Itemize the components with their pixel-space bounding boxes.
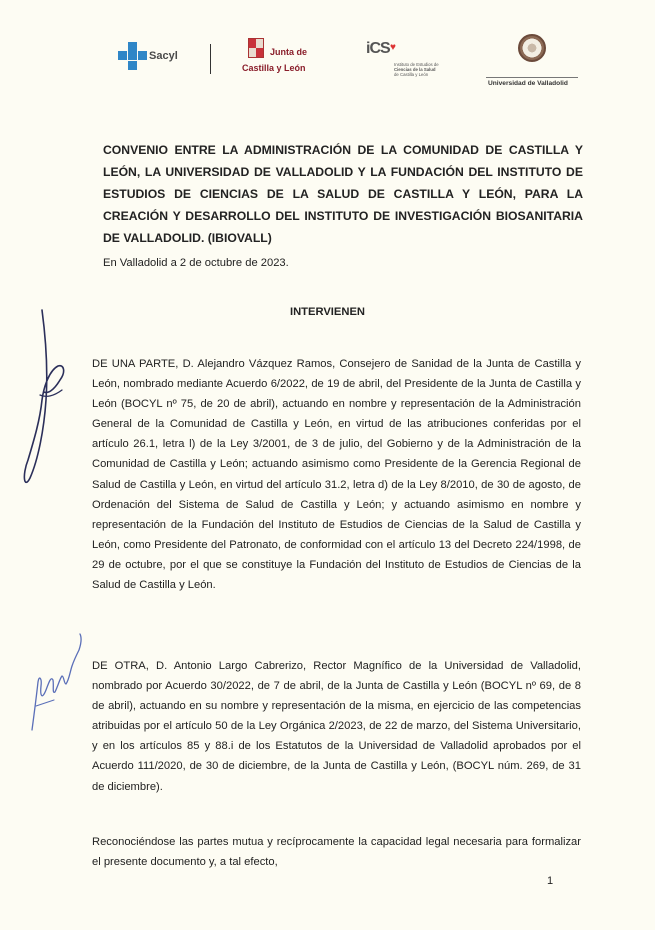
heart-icon: ♥: [390, 42, 396, 53]
handwritten-signature-2: [24, 620, 88, 740]
uva-logo: [478, 34, 588, 94]
ics-logo: [360, 40, 460, 86]
paragraph-second-party: DE OTRA, D. Antonio Largo Cabrerizo, Rector Magnífico de la Universidad de Valladolid, nombrado por Acuerdo 30/2022, de 7 de abril, de la Junta de Castilla y León (BOCYL nº 69, de 8 de abril), actuando en su nombre y representación de la misma, en ejercicio de las competencias atribuidas por el artículo 50 de la Ley Orgánica 2/2023, de 22 de marzo, del Sistema Universitario, y en los artículos 85 y 88.i de los Estatutos de la Universidad de Valladolid aprobados por el Acuerdo 111/2020, de 30 de diciembre, de la Junta de Castilla y León, (BOCYL núm. 269, de 31 de diciembre).: [92, 660, 581, 793]
logo-separator: [210, 44, 211, 74]
ics-logo-mark: iCS: [366, 40, 390, 57]
date-line: En Valladolid a 2 de octubre de 2023.: [103, 257, 289, 269]
uva-logo-text: Universidad de Valladolid: [488, 80, 568, 87]
university-seal-icon: [518, 34, 546, 62]
handwritten-signature-1: [20, 300, 70, 500]
logo-bar: [0, 0, 655, 110]
document-title: CONVENIO ENTRE LA ADMINISTRACIÓN DE LA COMUNIDAD DE CASTILLA Y LEÓN, LA UNIVERSIDAD DE VALLADOLID Y LA FUNDACIÓN DEL INSTITUTO DE ESTUDIOS DE CIENCIAS DE LA SALUD DE CASTILLA Y LEÓN, PARA LA CREACIÓN Y DESARROLLO DEL INSTITUTO DE INVESTIGACIÓN BIOSANITARIA DE VALLADOLID. (IBIOVALL): [103, 143, 583, 245]
junta-logo-line1: Junta de: [270, 47, 308, 57]
uva-logo-rule: [486, 77, 578, 78]
paragraph-first-party: DE UNA PARTE, D. Alejandro Vázquez Ramos, Consejero de Sanidad de la Junta de Castilla y León, nombrado mediante Acuerdo 6/2022, de 19 de abril, del Presidente de la Junta de Castilla y León (BOCYL nº 75, de 20 de abril), actuando en nombre y representación de la Administración General de la Comunidad de Castilla y León, en virtud de las atribuciones conferidas por el artículo 26.1, letra l) de la Ley 3/2001, de 3 de julio, del Gobierno y de la Administración de la Comunidad de Castilla y León; actuando asimismo como Presidente de la Gerencia Regional de Salud de Castilla y León, en virtud del artículo 31.2, letra d) de la Ley 8/2010, de 30 de agosto, de Ordenación del Sistema de Salud de Castilla y León; y actuando asimismo en nombre y representación de la Fundación del Instituto de Estudios de Ciencias de la Salud de Castilla y León, como Presidente del Patronato, de conformidad con el artículo 13 del Decreto 224/1998, de 29 de octubre, por el que se constituye la Fundación del Instituto de Estudios de Ciencias de la Salud de Castilla y León.: [92, 358, 581, 592]
sacyl-logo-text: Sacyl: [149, 50, 178, 62]
section-heading: INTERVIENEN: [289, 306, 365, 318]
ics-logo-line3: de Castilla y León: [394, 72, 429, 77]
paragraph-recognition: Reconociéndose las partes mutua y recíprocamente la capacidad legal necesaria para formalizar el presente documento y, a tal efecto,: [92, 836, 581, 869]
ics-logo-line1: Instituto de Estudios de: [394, 62, 439, 67]
page-number: 1: [547, 875, 554, 887]
sacyl-logo: [118, 42, 208, 72]
junta-castilla-leon-logo: [240, 38, 330, 82]
ics-logo-line2: Ciencias de la Salud: [394, 67, 436, 72]
coat-of-arms-icon: [248, 38, 264, 58]
junta-logo-line2: Castilla y León: [242, 63, 306, 73]
